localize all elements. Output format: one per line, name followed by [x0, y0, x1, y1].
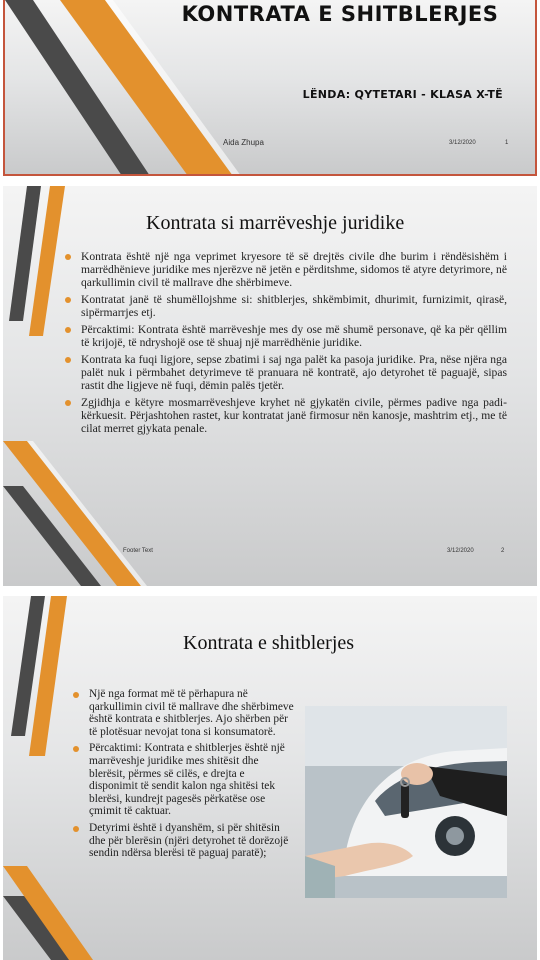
- bullet-item: Kontrata ka fuqi ligjore, sepse zbatimi i saj nga palët ka pasoja juridike. Pra, nëse njëra nga palët nuk i përmbahet detyrimeve të pranuara në kontratë, ajo detyrohet të paguajë, sipas rastit dhe ligjeve në fuqi, dëmin palës tjetër.: [65, 353, 507, 392]
- slide-title: Kontrata si marrëveshje juridike: [146, 212, 405, 234]
- bullet-list: [65, 250, 507, 439]
- bullet-list: [73, 688, 295, 864]
- bullet-item: Përcaktimi: Kontrata është marrëveshje mes dy ose më shumë personave, që ka për qëllim të krijojë, të ndryshojë ose të shuaj një marrëdhënie juridike.: [65, 323, 507, 349]
- car-key-handover-photo: [305, 706, 507, 898]
- bullet-item: Zgjidhja e këtyre mosmarrëveshjeve kryhet në gjykatën civile, përmes padive nga padi-kërkuesit. Përjashtohen rastet, kur kontratat janë firmosur nën kanosje, mashtrim etj., me të cilat merret gjykata penale.: [65, 396, 507, 435]
- slide-3: [3, 596, 537, 960]
- bullet-item: Kontratat janë të shumëllojshme si: shitblerjes, shkëmbimit, dhurimit, furnizimit, qirasë, sipërmarrjes etj.: [65, 293, 507, 319]
- footer-text: Footer Text: [123, 548, 153, 554]
- bullet-item: Përcaktimi: Kontrata e shitblerjes është një marrëveshje juridike mes shitësit dhe blerësit, përmes së cilës, e drejta e disponimit të sendit kalon nga shitësi tek blerësi, kundrejt pagesës përkatëse ose çmimit të caktuar.: [73, 742, 295, 818]
- slide-title: Kontrata e shitblerjes: [183, 632, 355, 654]
- bullet-item: Detyrimi është i dyanshëm, si për shitësin dhe për blerësin (njëri detyrohet të dorëzojë sendin ndërsa blerësi të paguaj paratë);: [73, 822, 295, 860]
- slide-1: [3, 0, 537, 176]
- bullet-item: Një nga format më të përhapura në qarkullimin civil të mallrave dhe shërbimeve është kontrata e shitblerjes. Ajo shërben për të plotësuar nevojat tona si konsumatorë.: [73, 688, 295, 738]
- author-name: Aida Zhupa: [223, 138, 264, 147]
- slide-number: 1: [505, 140, 509, 146]
- presentation-subtitle: LËNDA: QYTETARI - KLASA X-TË: [302, 88, 503, 101]
- presentation-title: KONTRATA E SHITBLERJES: [181, 2, 499, 26]
- slide-number: 2: [501, 548, 505, 554]
- bullet-item: Kontrata është një nga veprimet kryesore të së drejtës civile dhe burim i rëndësishëm i marrëdhënieve juridike mes njerëzve në jetën e përditshme, sidomos të atyre detyrimore, në qarkullimin civil të mallrave dhe shërbimeve.: [65, 250, 507, 289]
- slide-date: 3/12/2020: [449, 140, 476, 146]
- slide-2: [3, 186, 537, 586]
- slide-date: 3/12/2020: [447, 548, 474, 554]
